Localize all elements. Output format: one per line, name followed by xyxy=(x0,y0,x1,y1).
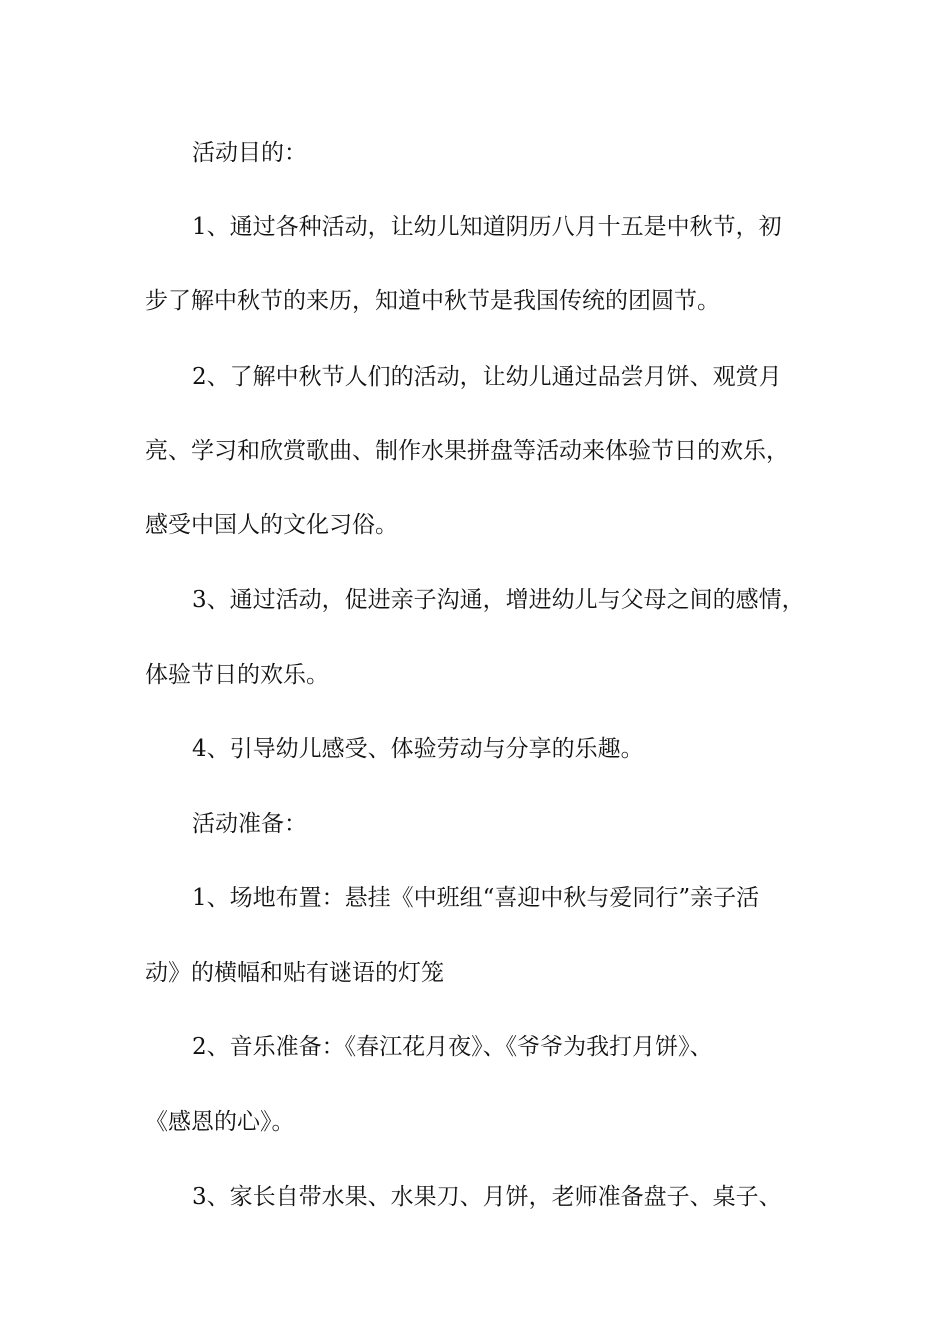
paragraph-line: 3、家长自带水果、水果刀、月饼，老师准备盘子、桌子、 xyxy=(192,1184,782,1210)
paragraph-line: 2、了解中秋节人们的活动，让幼儿通过品尝月饼、观赏月 xyxy=(192,364,782,390)
paragraph-line: 亮、学习和欣赏歌曲、制作水果拼盘等活动来体验节日的欢乐， xyxy=(145,438,789,464)
paragraph-line: 3、通过活动，促进亲子沟通，增进幼儿与父母之间的感情， xyxy=(192,587,805,613)
paragraph-line: 步了解中秋节的来历，知道中秋节是我国传统的团圆节。 xyxy=(145,288,720,314)
paragraph-line: 感受中国人的文化习俗。 xyxy=(145,512,398,538)
paragraph-line: 4、引导幼儿感受、体验劳动与分享的乐趣。 xyxy=(192,736,644,762)
paragraph-line: 《感恩的心》。 xyxy=(145,1109,295,1135)
section-heading-preparation: 活动准备： xyxy=(192,811,307,837)
paragraph-line: 体验节日的欢乐。 xyxy=(145,662,329,688)
paragraph-line: 2、音乐准备：《春江花月夜》、《爷爷为我打月饼》、 xyxy=(192,1034,713,1060)
section-heading-goals: 活动目的： xyxy=(192,140,307,166)
paragraph-line: 1、场地布置：悬挂《中班组“喜迎中秋与爱同行”亲子活 xyxy=(192,885,760,911)
paragraph-line: 1、通过各种活动，让幼儿知道阴历八月十五是中秋节，初 xyxy=(192,214,782,240)
paragraph-line: 动》的横幅和贴有谜语的灯笼 xyxy=(145,960,444,986)
